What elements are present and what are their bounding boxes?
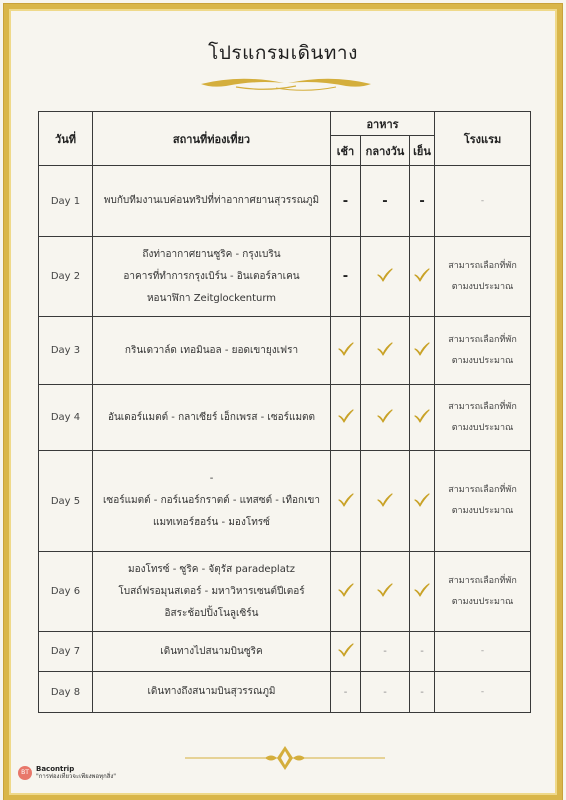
- page-title: โปรแกรมเดินทาง: [208, 42, 358, 64]
- table-row: [39, 317, 531, 385]
- hotel-line: ตามงบประมาณ: [451, 422, 514, 433]
- lunch-cell: [361, 672, 410, 713]
- brand-tagline: "การท่องเที่ยวจะเพียงพอทุกสิ่ง": [36, 773, 117, 780]
- check-icon: [376, 492, 394, 511]
- place-cell: [93, 632, 331, 672]
- hotel-line: ตามงบประมาณ: [451, 281, 514, 292]
- lunch-cell: [361, 237, 410, 317]
- place-line: แมทเทอร์ฮอร์น - มองโทรซ์: [153, 517, 270, 528]
- brand-logo: BT: [18, 766, 32, 780]
- hotel-cell: [435, 166, 531, 237]
- place-line: โบสถ์ฟรอมุนสเตอร์ - มหาวิหารเซนต์ปีเตอร์: [118, 585, 305, 597]
- check-icon: [413, 267, 431, 286]
- check-icon: [376, 267, 394, 286]
- hotel-line: -: [480, 646, 485, 656]
- place-cell: [93, 451, 331, 552]
- dash-mark: -: [420, 646, 424, 657]
- day-cell: Day 5: [39, 451, 93, 552]
- check-icon: [413, 492, 431, 511]
- place-cell: [93, 166, 331, 237]
- place-line: อันเดอร์แมตต์ - กลาเซียร์ เอ็กเพรส - เซอร์แมตต: [107, 411, 316, 423]
- check-icon: [413, 408, 431, 427]
- header-breakfast: เช้า: [331, 136, 361, 166]
- place-line: เซอร์แมตต์ - กอร์เนอร์กราตต์ - แทสซต์ - เทือกเขา: [103, 495, 320, 506]
- place-line: กรินเดวาล์ด เทอมินอล - ยอดเขายุงเฟรา: [124, 344, 299, 356]
- hotel-line: -: [480, 686, 485, 697]
- table-row: [39, 552, 531, 632]
- bottom-ornament: [185, 745, 385, 771]
- dinner-cell: [410, 166, 435, 237]
- breakfast-cell: [331, 166, 361, 237]
- breakfast-cell: [331, 237, 361, 317]
- day-cell: Day 3: [39, 317, 93, 385]
- check-icon: [413, 341, 431, 360]
- check-icon: [376, 408, 394, 427]
- check-icon: [337, 341, 355, 360]
- hotel-cell: [435, 385, 531, 451]
- hotel-cell: [435, 451, 531, 552]
- dash-mark: -: [383, 686, 387, 698]
- hotel-cell: [435, 672, 531, 713]
- hotel-line: สามารถเลือกที่พัก: [448, 575, 517, 586]
- hotel-cell: [435, 237, 531, 317]
- place-line: -: [209, 473, 214, 484]
- breakfast-cell: [331, 385, 361, 451]
- table-row: [39, 166, 531, 237]
- hotel-line: สามารถเลือกที่พัก: [448, 334, 517, 345]
- dash-mark: -: [342, 193, 349, 209]
- dinner-cell: [410, 632, 435, 672]
- day-cell: Day 1: [39, 166, 93, 237]
- table-row: [39, 672, 531, 713]
- header-place: สถานที่ท่องเที่ยว: [93, 112, 331, 166]
- check-icon: [337, 582, 355, 601]
- hotel-line: ตามงบประมาณ: [451, 355, 514, 366]
- dinner-cell: [410, 237, 435, 317]
- place-line: พบกับทีมงานเบค่อนทริปที่ท่าอากาศยานสุวรรณภูมิ: [103, 195, 320, 206]
- dinner-cell: [410, 451, 435, 552]
- hotel-line: สามารถเลือกที่พัก: [448, 260, 517, 271]
- header-meals: อาหาร: [331, 112, 435, 136]
- table-row: [39, 237, 531, 317]
- itinerary-table: [38, 111, 531, 713]
- header-lunch: กลางวัน: [361, 136, 410, 166]
- dinner-cell: [410, 317, 435, 385]
- breakfast-cell: [331, 317, 361, 385]
- breakfast-cell: [331, 451, 361, 552]
- place-line: หอนาฬิกา Zeitglockenturm: [146, 292, 277, 304]
- check-icon: [376, 582, 394, 601]
- day-cell: Day 8: [39, 672, 93, 713]
- dash-mark: -: [420, 686, 424, 698]
- place-cell: [93, 317, 331, 385]
- hotel-line: สามารถเลือกที่พัก: [448, 401, 517, 412]
- place-cell: [93, 672, 331, 713]
- top-ornament: [196, 72, 376, 94]
- place-line: ถึงท่าอากาศยานซูริค - กรุงเบริน: [142, 248, 281, 260]
- check-icon: [376, 341, 394, 360]
- check-icon: [337, 408, 355, 427]
- dinner-cell: [410, 672, 435, 713]
- table-row: [39, 451, 531, 552]
- lunch-cell: [361, 166, 410, 237]
- breakfast-cell: [331, 632, 361, 672]
- place-line: อิสระช้อปปิ้งโนลูเซิร์น: [164, 607, 259, 619]
- day-cell: Day 2: [39, 237, 93, 317]
- place-line: เดินทางถึงสนามบินสุวรรณภูมิ: [147, 686, 276, 697]
- day-cell: Day 6: [39, 552, 93, 632]
- place-cell: [93, 552, 331, 632]
- lunch-cell: [361, 451, 410, 552]
- lunch-cell: [361, 632, 410, 672]
- lunch-cell: [361, 317, 410, 385]
- place-line: อาคารที่ทำการกรุงเบิร์น - อินเตอร์ลาเคน: [123, 270, 300, 282]
- lunch-cell: [361, 385, 410, 451]
- check-icon: [337, 642, 355, 661]
- brand-footer: [18, 765, 116, 781]
- table-row: [39, 385, 531, 451]
- check-icon: [413, 582, 431, 601]
- place-cell: [93, 237, 331, 317]
- breakfast-cell: [331, 552, 361, 632]
- dinner-cell: [410, 385, 435, 451]
- hotel-line: สามารถเลือกที่พัก: [448, 485, 517, 495]
- check-icon: [337, 492, 355, 511]
- hotel-cell: [435, 632, 531, 672]
- dinner-cell: [410, 552, 435, 632]
- breakfast-cell: [331, 672, 361, 713]
- hotel-line: ตามงบประมาณ: [451, 506, 514, 516]
- dash-mark: -: [383, 646, 387, 657]
- lunch-cell: [361, 552, 410, 632]
- day-cell: Day 4: [39, 385, 93, 451]
- hotel-line: ตามงบประมาณ: [451, 596, 514, 607]
- hotel-cell: [435, 317, 531, 385]
- dash-mark: -: [419, 193, 425, 209]
- day-cell: Day 7: [39, 632, 93, 672]
- hotel-cell: [435, 552, 531, 632]
- hotel-line: -: [480, 195, 485, 206]
- brand-name: Bacontrip: [36, 765, 75, 773]
- dash-mark: -: [382, 193, 388, 209]
- header-dinner: เย็น: [410, 136, 435, 166]
- dash-mark: -: [343, 686, 348, 698]
- place-line: มองโทรซ์ - ซูริค - จัตุรัส paradeplatz: [127, 563, 296, 575]
- dash-mark: -: [342, 269, 349, 284]
- table-row: [39, 632, 531, 672]
- header-day: วันที่: [39, 112, 93, 166]
- place-cell: [93, 385, 331, 451]
- header-hotel: โรงแรม: [435, 112, 531, 166]
- place-line: เดินทางไปสนามบินซูริค: [160, 645, 263, 657]
